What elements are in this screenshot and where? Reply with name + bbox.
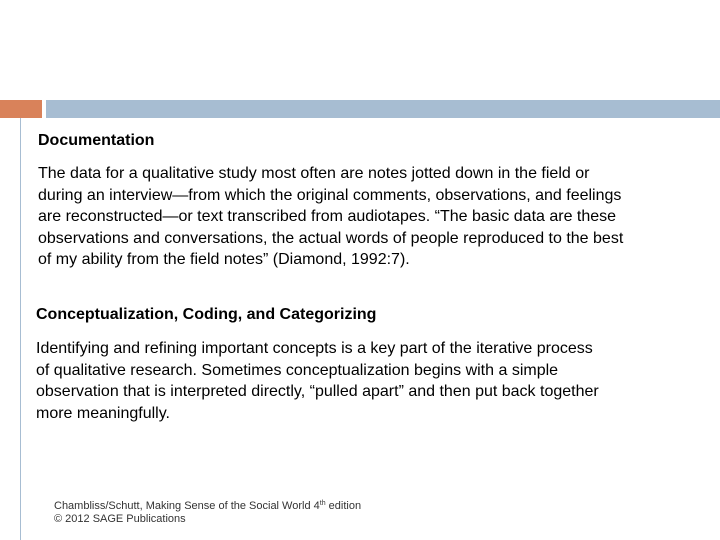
accent-bar-orange — [0, 100, 42, 118]
paragraph-conceptualization — [36, 338, 599, 424]
footer-citation — [54, 500, 361, 513]
footer-citation-text: Chambliss/Schutt, Making Sense of the Social World 4 — [54, 500, 320, 512]
text-line: more meaningfully. — [36, 404, 170, 422]
section-heading-conceptualization: Conceptualization, Coding, and Categorizing — [36, 306, 377, 323]
text-line: during an interview—from which the original comments, observations, and feelings — [38, 186, 622, 204]
text-line: of qualitative research. Sometimes conceptualization begins with a simple — [36, 361, 559, 379]
footer-citation-edition: edition — [325, 500, 362, 512]
section-heading-documentation: Documentation — [38, 132, 155, 149]
paragraph-documentation — [38, 163, 623, 271]
left-divider-line — [20, 118, 21, 540]
accent-bar-blue — [46, 100, 720, 118]
text-line: Identifying and refining important concepts is a key part of the iterative process — [36, 340, 593, 357]
slide-footer — [54, 500, 361, 526]
text-line: of my ability from the field notes” (Diamond, 1992:7). — [38, 251, 410, 268]
text-line: observation that is interpreted directly, “pulled apart” and then put back together — [36, 383, 599, 400]
footer-copyright: © 2012 SAGE Publications — [54, 513, 186, 525]
footer-citation-superscript: th — [319, 500, 326, 507]
text-line: are reconstructed—or text transcribed from audiotapes. “The basic data are these — [38, 208, 617, 225]
text-line: The data for a qualitative study most often are notes jotted down in the field or — [38, 165, 590, 182]
text-line: observations and conversations, the actual words of people reproduced to the best — [38, 229, 624, 247]
